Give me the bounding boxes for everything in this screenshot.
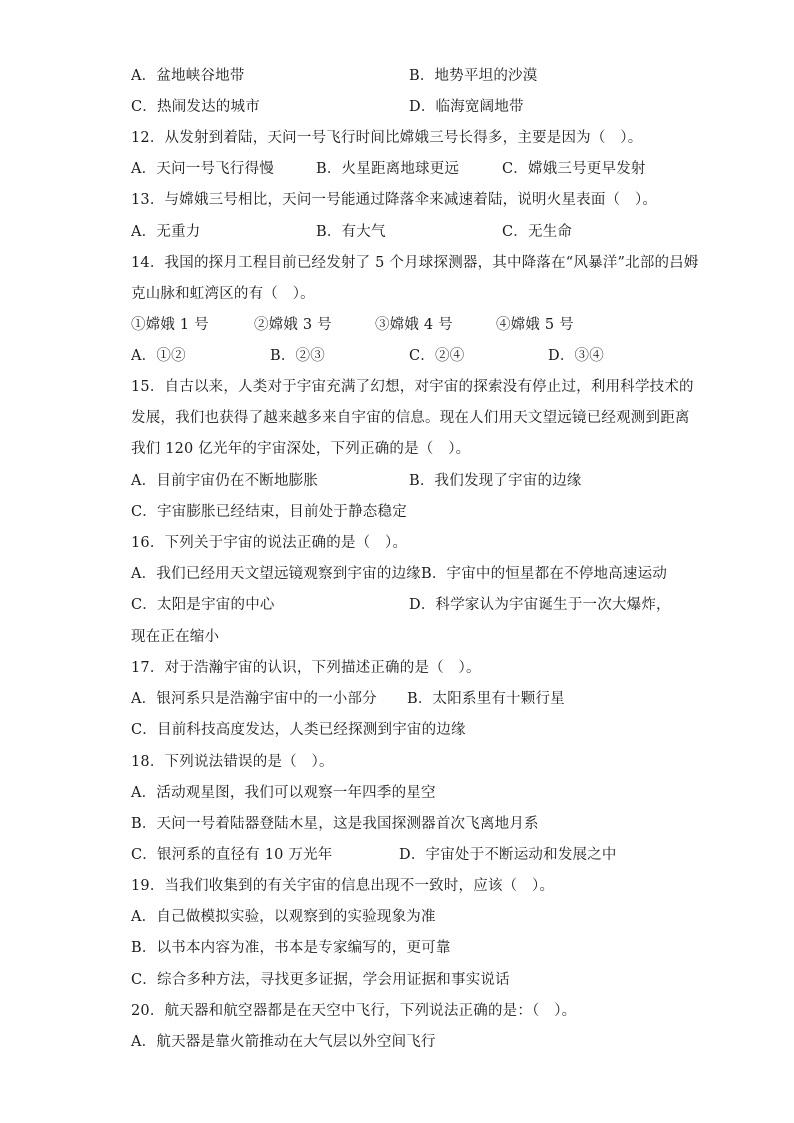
- question-18: 18．下列说法错误的是（ ）。: [131, 754, 334, 770]
- q14-option-c: C．②④: [409, 348, 465, 364]
- option-d: D．临海宽阔地带: [409, 99, 524, 115]
- q12-option-a: A．天问一号飞行得慢: [131, 161, 274, 177]
- q20-option-a: A．航天器是靠火箭推动在大气层以外空间飞行: [131, 1034, 436, 1050]
- q16-option-c: C．太阳是宇宙的中心: [131, 597, 275, 613]
- q19-option-b: B．以书本内容为准，书本是专家编写的，更可靠: [131, 940, 451, 956]
- q18-option-d: D．宇宙处于不断运动和发展之中: [399, 847, 617, 863]
- q13-option-c: C．无生命: [502, 224, 573, 240]
- q14-item-3: ③嫦娥 4 号: [375, 317, 453, 333]
- question-15: 15．自古以来，人类对于宇宙充满了幻想，对宇宙的探索没有停止过，利用科学技术的: [131, 379, 694, 395]
- q14-item-4: ④嫦娥 5 号: [496, 317, 574, 333]
- q16-option-d-cont: 现在正在缩小: [131, 629, 220, 645]
- q14-option-a: A．①②: [131, 348, 186, 364]
- question-12: 12．从发射到着陆，天问一号飞行时间比嫦娥三号长得多，主要是因为（ ）。: [131, 130, 643, 146]
- q14-option-d: D．③④: [548, 348, 604, 364]
- option-a: A．盆地峡谷地带: [131, 68, 245, 84]
- option-b: B．地势平坦的沙漠: [409, 68, 538, 84]
- q12-option-b: B．火星距离地球更远: [316, 161, 460, 177]
- q13-option-a: A．无重力: [131, 224, 201, 240]
- q16-options-ab: A．我们已经用天文望远镜观察到宇宙的边缘B．宇宙中的恒星都在不停地高速运动: [131, 566, 668, 582]
- question-17: 17．对于浩瀚宇宙的认识，下列描述正确的是（ ）。: [131, 660, 481, 676]
- q12-option-c: C．嫦娥三号更早发射: [502, 161, 646, 177]
- q13-option-b: B．有大气: [316, 224, 386, 240]
- q16-option-d: D．科学家认为宇宙诞生于一次大爆炸，: [409, 597, 671, 613]
- option-c: C．热闹发达的城市: [131, 99, 260, 115]
- question-19: 19．当我们收集到的有关宇宙的信息出现不一致时，应该（ ）。: [131, 878, 555, 894]
- question-15-cont-2: 我们 120 亿光年的宇宙深处，下列正确的是（ ）。: [131, 441, 471, 457]
- q14-item-2: ②嫦娥 3 号: [254, 317, 332, 333]
- q18-option-c: C．银河系的直径有 10 万光年: [131, 847, 333, 863]
- q14-item-1: ①嫦娥 1 号: [131, 317, 209, 333]
- question-15-cont-1: 发展，我们也获得了越来越多来自宇宙的信息。现在人们用天文望远镜已经观测到距离: [131, 410, 690, 426]
- q19-option-c: C．综合多种方法，寻找更多证据，学会用证据和事实说话: [131, 972, 510, 988]
- q19-option-a: A．自己做模拟实验，以观察到的实验现象为准: [131, 909, 436, 925]
- option-row: [131, 66, 245, 86]
- q15-option-c: C．宇宙膨胀已经结束，目前处于静态稳定: [131, 504, 407, 520]
- q17-option-c: C．目前科技高度发达，人类已经探测到宇宙的边缘: [131, 722, 466, 738]
- q18-option-a: A．活动观星图，我们可以观察一年四季的星空: [131, 785, 436, 801]
- question-14: 14．我国的探月工程目前已经发射了 5 个月球探测器，其中降落在“风暴洋”北部的吕姆: [131, 255, 699, 271]
- question-20: 20．航天器和航空器都是在天空中飞行，下列说法正确的是：（ ）。: [131, 1003, 577, 1019]
- q17-option-b: B．太阳系里有十颗行星: [407, 691, 565, 707]
- question-13: 13．与嫦娥三号相比，天问一号能通过降落伞来减速着陆，说明火星表面（ ）。: [131, 192, 658, 208]
- question-16: 16．下列关于宇宙的说法正确的是（ ）。: [131, 535, 408, 551]
- q15-option-a: A．目前宇宙仍在不断地膨胀: [131, 473, 319, 489]
- q17-option-a: A．银河系只是浩瀚宇宙中的一小部分: [131, 691, 377, 707]
- question-14-cont: 克山脉和虹湾区的有（ ）。: [131, 286, 315, 302]
- q14-option-b: B．②③: [270, 348, 325, 364]
- q15-option-b: B．我们发现了宇宙的边缘: [409, 473, 582, 489]
- q18-option-b: B．天问一号着陆器登陆木星，这是我国探测器首次飞离地月系: [131, 816, 539, 832]
